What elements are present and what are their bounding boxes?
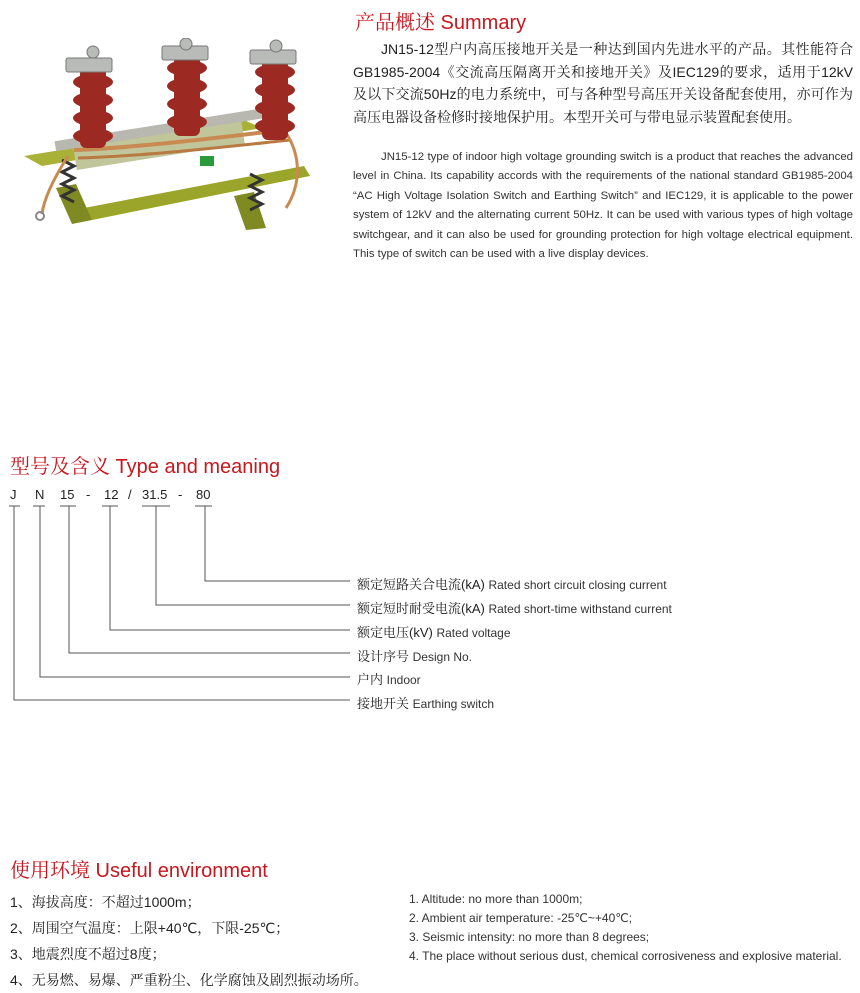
- env-item-cn: 1、海拔高度：不超过1000m；: [10, 894, 201, 910]
- code-part: 12: [104, 487, 119, 502]
- code-part: -: [178, 487, 183, 502]
- env-item-cn: 2、周围空气温度：上限+40℃，下限-25℃；: [10, 920, 290, 936]
- label-en: Rated short-time withstand current: [488, 602, 672, 616]
- env-item-en: 1. Altitude: no more than 1000m;: [409, 892, 583, 906]
- code-part: N: [35, 487, 45, 502]
- label-en: Design No.: [412, 650, 473, 664]
- meaning-label-indoor: [357, 669, 421, 688]
- label-cn: 接地开关: [357, 696, 410, 711]
- environment-title: 使用环境 Useful environment: [10, 860, 268, 882]
- meaning-label-earthing-switch: [357, 693, 494, 712]
- env-item-cn: 3、地震烈度不超过8度；: [10, 946, 166, 962]
- label-en: Rated voltage: [436, 626, 511, 640]
- label-en: Earthing switch: [412, 697, 495, 711]
- env-item-en: 3. Seismic intensity: no more than 8 degrees;: [409, 930, 650, 944]
- meaning-label-closing-current: [357, 574, 667, 593]
- summary-text-cn: JN15-12型户内高压接地开关是一种达到国内先进水平的产品。其性能符合GB1985-2004《交流高压隔离开关和接地开关》及IEC129的要求，适用于12kV及以下交流50Hz的电力系统中，可与各种型号高压开关设备配套使用，亦可作为高压电器设备检修时接地保护用。本型开关可与带电显示装置配套使用。: [353, 41, 853, 125]
- env-item-en: 2. Ambient air temperature: -25℃~+40℃;: [409, 911, 633, 925]
- label-cn: 设计序号: [357, 649, 410, 664]
- meaning-label-rated-voltage: [357, 622, 511, 641]
- label-cn: 户内: [357, 672, 384, 687]
- label-cn: 额定短路关合电流(kA): [357, 577, 485, 592]
- summary-title: 产品概述 Summary: [355, 12, 527, 34]
- env-item-en: 4. The place without serious dust, chemical corrosiveness and explosive material.: [409, 949, 842, 963]
- label-en: Rated short circuit closing current: [488, 578, 667, 592]
- code-part: 80: [196, 487, 211, 502]
- label-cn: 额定电压(kV): [357, 625, 433, 640]
- code-part: 31.5: [142, 487, 168, 502]
- code-part: -: [86, 487, 91, 502]
- summary-text-en: JN15-12 type of indoor high voltage grounding switch is a product that reaches the advanced level in China. Its capability accords with the requirements of the national standard GB1985-2004 “AC High Voltage Isolation Switch and Earthing Switch” and IEC129, it is applicable to the power system of 12kV and the alternating current 50Hz. It can be used with various types of high voltage switchgear, and it can also be used for grounding protection for high voltage electrical equipment. This type of switch can be used with a live display devices.: [353, 151, 853, 261]
- code-part: 15: [60, 487, 75, 502]
- meaning-label-design-no: [357, 646, 472, 665]
- code-part: J: [10, 487, 17, 502]
- env-item-cn: 4、无易燃、易爆、严重粉尘、化学腐蚀及剧烈振动场所。: [10, 972, 368, 988]
- code-part: /: [128, 487, 132, 502]
- label-en: Indoor: [386, 673, 421, 687]
- type-meaning-title: 型号及含义 Type and meaning: [10, 456, 281, 478]
- label-cn: 额定短时耐受电流(kA): [357, 601, 485, 616]
- meaning-label-withstand-current: [357, 598, 672, 617]
